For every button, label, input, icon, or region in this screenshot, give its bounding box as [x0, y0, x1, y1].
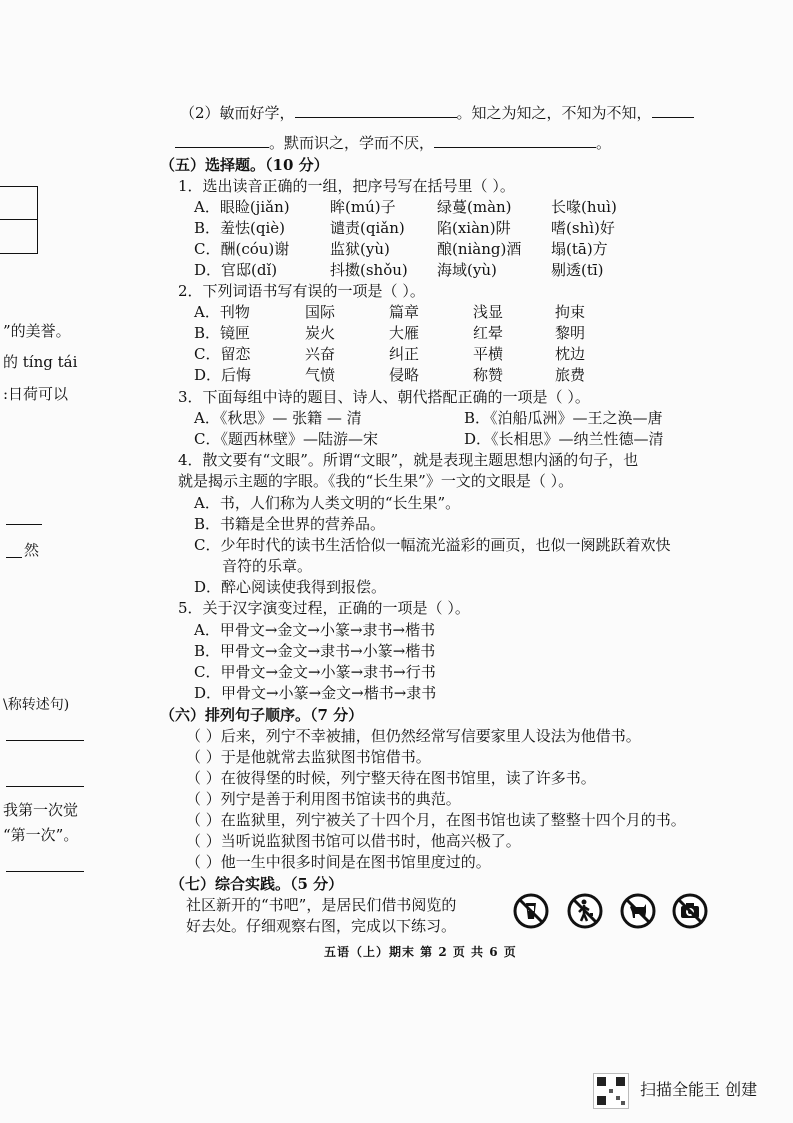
answer-blank[interactable]	[652, 103, 694, 118]
option: 海域(yù)	[437, 261, 497, 279]
margin-text: “第一次”。	[3, 826, 79, 844]
section-heading: （七）综合实践。（5 分）	[170, 875, 344, 893]
paragraph: 好去处。仔细观察右图，完成以下练习。	[186, 917, 457, 935]
option: 兴奋	[305, 345, 336, 363]
question-text: 。知之为知之，不知为不知，	[456, 104, 652, 122]
question-stem: 2．下列词语书写有误的一项是（ ）。	[178, 282, 425, 300]
option: 平横	[473, 345, 504, 363]
option: B．书籍是全世界的营养品。	[194, 515, 386, 533]
margin-text: \称转述句)	[3, 697, 70, 713]
option: 监狱(yù)	[330, 240, 390, 258]
option: 炭火	[305, 324, 336, 342]
option: 篇章	[389, 303, 420, 321]
question-text: 。默而识之，学而不厌，	[269, 134, 435, 152]
ordering-item: （ ）他一生中很多时间是在图书馆里度过的。	[186, 853, 491, 871]
option: C．酬(cóu)谢	[194, 240, 290, 258]
margin-text: 的 tíng tái	[3, 353, 78, 371]
fill-blank-line	[175, 133, 611, 153]
no-pets-icon	[620, 893, 656, 929]
option: D．官邸(dǐ)	[194, 261, 278, 279]
option: A．书，人们称为人类文明的“长生果”。	[194, 494, 461, 512]
option: D．《长相思》—纳兰性德—清	[464, 430, 664, 448]
option: B．镜匣	[194, 324, 251, 342]
option: 拘束	[555, 303, 586, 321]
margin-box-line	[37, 186, 38, 254]
margin-box-line	[0, 219, 38, 220]
margin-blank-line	[6, 524, 42, 525]
option: 绿蔓(màn)	[437, 198, 512, 216]
option: 侵略	[389, 366, 420, 384]
option: 塌(tā)方	[551, 240, 608, 258]
option: C．留恋	[194, 345, 251, 363]
option: C．少年时代的读书生活恰似一幅流光溢彩的画页，也似一阕跳跃着欢快	[194, 536, 671, 554]
ordering-item: （ ）列宁是善于利用图书馆读书的典范。	[186, 790, 461, 808]
option: D．后悔	[194, 366, 252, 384]
option: A．眼睑(jiǎn)	[194, 198, 290, 216]
margin-text: ”的美誉。	[3, 322, 71, 340]
fill-blank-line	[180, 103, 694, 123]
option: B．甲骨文→金文→隶书→小篆→楷书	[194, 642, 436, 660]
option: 枕边	[555, 345, 586, 363]
option: 嗜(shì)好	[551, 219, 615, 237]
ordering-item: （ ）在彼得堡的时候，列宁整天待在图书馆里，读了许多书。	[186, 769, 596, 787]
option: 谴责(qiǎn)	[330, 219, 405, 237]
question-stem: 4．散文要有“文眼”。所谓“文眼”，就是表现主题思想内涵的句子，也	[178, 451, 639, 469]
option: A．《秋思》— 张籍 — 清	[194, 409, 362, 427]
question-stem: 1．选出读音正确的一组，把序号写在括号里（ ）。	[178, 177, 515, 195]
margin-blank-line	[6, 871, 84, 872]
option: 陷(xiàn)阱	[437, 219, 511, 237]
question-stem: 5．关于汉字演变过程，正确的一项是（ ）。	[178, 599, 470, 617]
option: A．刊物	[194, 303, 250, 321]
option: 大雁	[389, 324, 420, 342]
question-text: 。	[596, 134, 612, 152]
margin-box-line	[0, 253, 38, 254]
margin-box-line	[0, 186, 38, 187]
ordering-item: （ ）当听说监狱图书馆可以借书时，他高兴极了。	[186, 832, 521, 850]
option: 抖擞(shǒu)	[330, 261, 408, 279]
margin-text: :日荷可以	[3, 385, 69, 403]
option: C．《题西林壁》—陆游—宋	[194, 430, 378, 448]
option: 长喙(huì)	[551, 198, 617, 216]
option: 纠正	[389, 345, 420, 363]
option: 音符的乐章。	[222, 557, 313, 575]
paragraph: 社区新开的“书吧”，是居民们借书阅览的	[186, 896, 457, 914]
option: 眸(mú)子	[330, 198, 396, 216]
ordering-item: （ ）后来，列宁不幸被捕，但仍然经常写信要家里人设法为他借书。	[186, 727, 641, 745]
option: 浅显	[473, 303, 504, 321]
ordering-item: （ ）在监狱里，列宁被关了十四个月，在图书馆也读了整整十四个月的书。	[186, 811, 686, 829]
section-heading: （五）选择题。（10 分）	[160, 156, 329, 174]
option: 黎明	[555, 324, 586, 342]
page-footer: 五语（上）期末 第 2 页 共 6 页	[324, 945, 517, 959]
margin-text: 我第一次觉	[3, 801, 79, 819]
margin-blank-line	[6, 786, 84, 787]
option: B．羞怯(qiè)	[194, 219, 286, 237]
option: 剔透(tī)	[551, 261, 604, 279]
no-photography-icon	[672, 893, 708, 929]
margin-blank-line	[6, 557, 22, 558]
option: B．《泊船瓜洲》—王之涣—唐	[464, 409, 663, 427]
option: 国际	[305, 303, 336, 321]
answer-blank[interactable]	[434, 133, 596, 148]
no-drinking-icon	[513, 893, 549, 929]
no-littering-icon	[567, 893, 603, 929]
question-stem: 就是揭示主题的字眼。《我的“长生果”》一文的文眼是（ ）。	[178, 472, 574, 490]
answer-blank[interactable]	[175, 133, 269, 148]
qr-code-icon	[593, 1073, 629, 1109]
margin-text: 然	[24, 541, 40, 559]
option: 旅费	[555, 366, 586, 384]
scanner-watermark: 扫描全能王 创建	[640, 1080, 758, 1099]
option: A．甲骨文→金文→小篆→隶书→楷书	[194, 621, 436, 639]
option: C．甲骨文→金文→小篆→隶书→行书	[194, 663, 436, 681]
option: 红晕	[473, 324, 504, 342]
answer-blank[interactable]	[295, 103, 457, 118]
ordering-item: （ ）于是他就常去监狱图书馆借书。	[186, 748, 431, 766]
option: 气愤	[305, 366, 336, 384]
section-heading: （六）排列句子顺序。（7 分）	[160, 706, 364, 724]
option: 酿(niàng)酒	[437, 240, 522, 258]
option: D．甲骨文→小篆→金文→楷书→隶书	[194, 684, 437, 702]
question-stem: 3．下面每组中诗的题目、诗人、朝代搭配正确的一项是（ ）。	[178, 388, 590, 406]
option: D．醉心阅读使我得到报偿。	[194, 578, 387, 596]
margin-blank-line	[6, 740, 84, 741]
question-text: （2）敏而好学，	[180, 104, 295, 122]
option: 称赞	[473, 366, 504, 384]
